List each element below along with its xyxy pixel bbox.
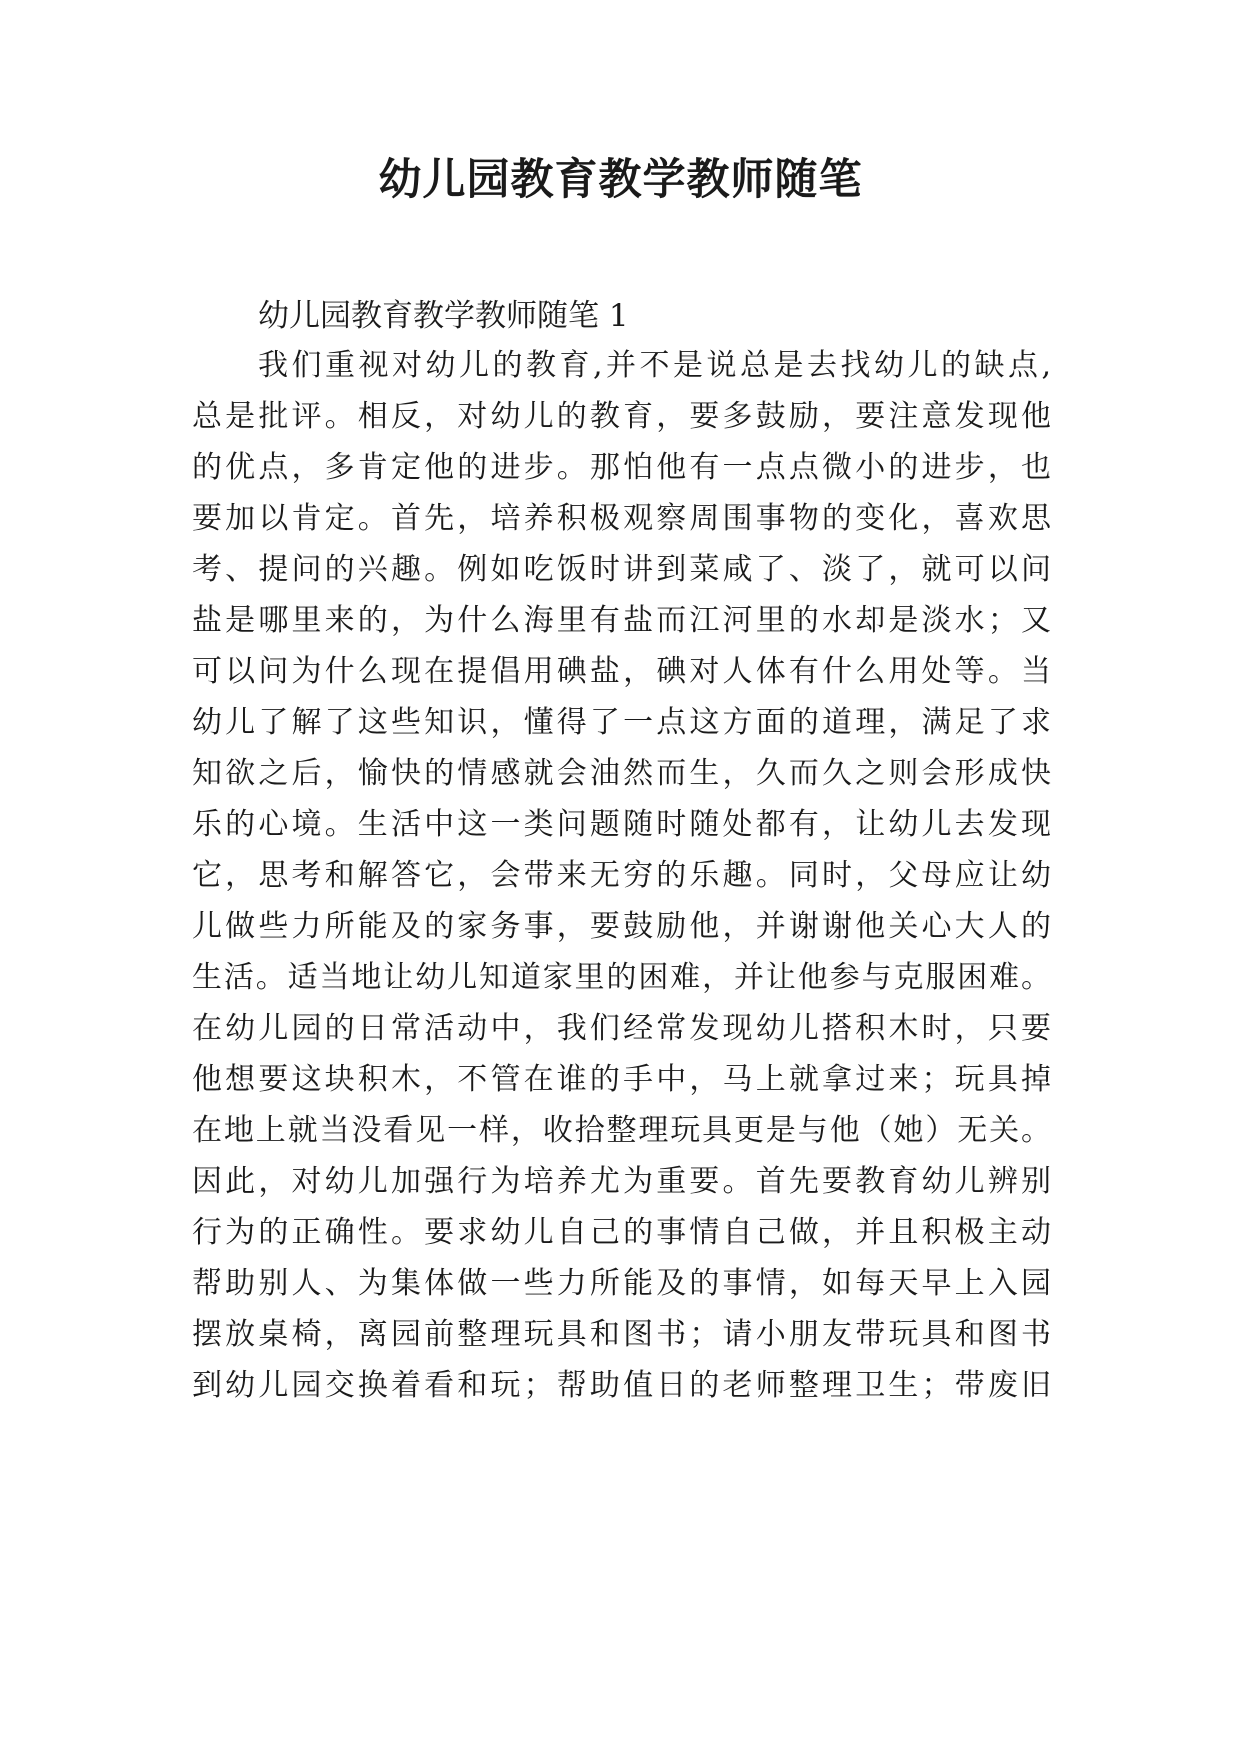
essay-subtitle: 幼儿园教育教学教师随笔 1 — [258, 298, 629, 334]
paragraph-line: 儿做些力所能及的家务事，要鼓励他，并谢谢他关心大人的 — [192, 909, 1051, 944]
paragraph-line: 盐是哪里来的，为什么海里有盐而江河里的水却是淡水；又 — [192, 603, 1051, 638]
paragraph-line: 乐的心境。生活中这一类问题随时随处都有，让幼儿去发现 — [192, 807, 1051, 842]
paragraph-line: 到幼儿园交换着看和玩；帮助值日的老师整理卫生；带废旧 — [192, 1368, 1051, 1403]
paragraph-line: 行为的正确性。要求幼儿自己的事情自己做，并且积极主动 — [192, 1215, 1051, 1250]
paragraph-line: 生活。适当地让幼儿知道家里的困难，并让他参与克服困难。 — [192, 960, 1051, 995]
paragraph-line: 他想要这块积木，不管在谁的手中，马上就拿过来；玩具掉 — [192, 1062, 1051, 1097]
paragraph-line: 幼儿了解了这些知识，懂得了一点这方面的道理，满足了求 — [192, 705, 1051, 740]
paragraph-line: 帮助别人、为集体做一些力所能及的事情，如每天早上入园 — [192, 1266, 1051, 1301]
paragraph-line: 因此，对幼儿加强行为培养尤为重要。首先要教育幼儿辨别 — [192, 1164, 1051, 1199]
paragraph-line: 我们重视对幼儿的教育,并不是说总是去找幼儿的缺点, — [258, 348, 1051, 383]
paragraph-line: 在幼儿园的日常活动中，我们经常发现幼儿搭积木时，只要 — [192, 1011, 1051, 1046]
paragraph-line: 在地上就当没看见一样，收拾整理玩具更是与他（她）无关。 — [192, 1113, 1051, 1148]
document-title: 幼儿园教育教学教师随笔 — [378, 155, 863, 205]
paragraph-line: 的优点，多肯定他的进步。那怕他有一点点微小的进步，也 — [192, 450, 1051, 485]
paragraph-line: 可以问为什么现在提倡用碘盐，碘对人体有什么用处等。当 — [192, 654, 1051, 689]
paragraph-line: 总是批评。相反，对幼儿的教育，要多鼓励，要注意发现他 — [192, 399, 1051, 434]
paragraph-line: 知欲之后，愉快的情感就会油然而生，久而久之则会形成快 — [192, 756, 1051, 791]
paragraph-line: 它，思考和解答它，会带来无穷的乐趣。同时，父母应让幼 — [192, 858, 1051, 893]
paragraph-line: 摆放桌椅，离园前整理玩具和图书；请小朋友带玩具和图书 — [192, 1317, 1051, 1352]
paragraph-line: 要加以肯定。首先，培养积极观察周围事物的变化，喜欢思 — [192, 501, 1051, 536]
paragraph-line: 考、提问的兴趣。例如吃饭时讲到菜咸了、淡了，就可以问 — [192, 552, 1051, 587]
